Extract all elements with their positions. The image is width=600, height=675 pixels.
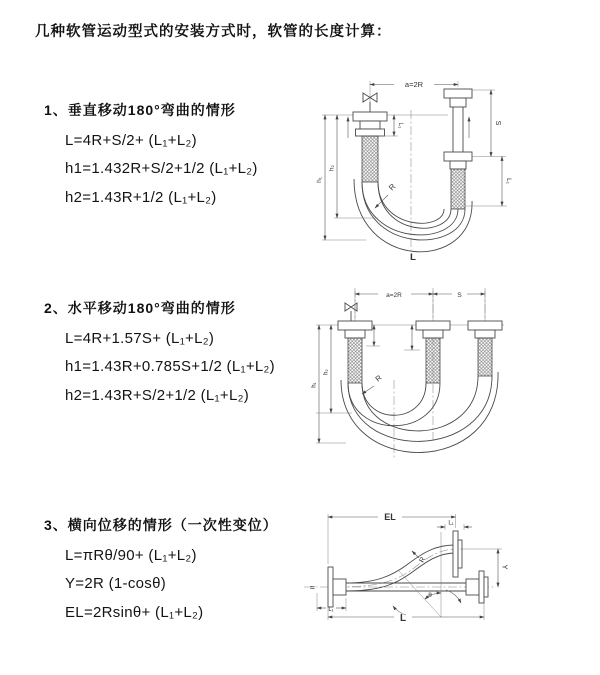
formula-1-h1: h1=1.432R+S/2+1/2 (L₁+L₂) — [65, 160, 258, 177]
dimension-l1-right — [465, 157, 512, 207]
dim-label-l: L — [399, 613, 407, 624]
diagram-horizontal-180-bend — [308, 280, 543, 465]
dimension-l1-top — [437, 521, 472, 531]
formula-1-l: L=4R+S/2+ (L₁+L₂) — [65, 131, 197, 149]
page-title: 几种软管运动型式的安装方式时，软管的长度计算： — [35, 24, 392, 40]
dim-label-h2: h₂ — [328, 164, 336, 172]
centerlines — [316, 288, 504, 458]
right-flange — [468, 321, 502, 376]
diagram-vertical-180-bend — [308, 68, 523, 263]
formula-2-l: L=4R+1.57S+ (L₁+L₂) — [65, 329, 215, 347]
dimension-el — [328, 512, 456, 564]
dimension-s — [433, 292, 485, 299]
dim-label-radius: R — [387, 181, 398, 193]
centerlines — [322, 110, 448, 260]
dim-label-l1-left: L₁ — [328, 606, 334, 613]
right-upper-flange — [453, 531, 462, 577]
section-1-heading: 1、垂直移动180°弯曲的情形 — [44, 102, 236, 118]
hose-s-curve — [346, 545, 455, 591]
hose-u-curves — [341, 372, 498, 453]
dimension-radius — [362, 373, 384, 394]
section-3-heading: 3、横向位移的情形（一次性变位） — [44, 517, 278, 533]
dim-label-h2: h₂ — [323, 369, 330, 375]
right-flange-assembly — [444, 89, 472, 209]
dim-label-h1: h₁ — [311, 382, 318, 388]
dimension-l — [328, 603, 484, 624]
dim-label-s: S — [494, 120, 501, 126]
formula-2-h2: h2=1.43R+S/2+1/2 (L₁+L₂) — [65, 386, 250, 404]
dim-label-a2r: a=2R — [404, 80, 424, 89]
left-flange — [338, 321, 372, 383]
connector-dimensions — [366, 325, 420, 350]
formula-3-y: Y=2R (1-cosθ) — [65, 575, 167, 592]
dim-label-l1-top: L₁ — [448, 520, 454, 527]
middle-flange — [416, 321, 450, 383]
dim-label-h1: h₁ — [316, 177, 323, 183]
dim-label-l: L — [410, 252, 416, 263]
dim-label-y: Y — [500, 564, 510, 570]
braid-section — [426, 338, 440, 383]
dim-label-theta: θ — [428, 592, 432, 599]
right-lower-flange — [466, 571, 488, 603]
pipe-break-symbol: ≈ — [310, 582, 315, 593]
formula-3-l: L=πRθ/90+ (L₁+L₂) — [65, 546, 197, 564]
section-2-heading: 2、水平移动180°弯曲的情形 — [44, 300, 236, 316]
diagram-lateral-displacement — [298, 500, 598, 650]
left-flange — [328, 567, 346, 607]
section-3 — [44, 515, 278, 621]
dimension-a2r — [355, 291, 485, 320]
formula-1-h2: h2=1.43R+1/2 (L₁+L₂) — [65, 188, 217, 206]
braid-section — [362, 136, 378, 182]
braid-section — [478, 338, 492, 376]
dim-label-s: S — [457, 291, 462, 299]
formula-3-el: EL=2Rsinθ+ (L₁+L₂) — [65, 603, 204, 621]
braid-section — [348, 338, 362, 383]
dim-label-radius: R — [373, 373, 384, 384]
dimension-s — [472, 90, 506, 157]
formula-2-h1: h1=1.43R+0.785S+1/2 (L₁+L₂) — [65, 358, 275, 375]
section-2 — [44, 298, 275, 404]
dim-label-l1-left: L₁ — [397, 122, 403, 129]
dim-label-a2r: a=2R — [386, 291, 402, 299]
dim-label-radius: R — [418, 556, 428, 564]
dim-label-l1-right: L₁ — [505, 178, 512, 184]
section-1 — [44, 100, 258, 206]
braid-section — [451, 169, 465, 209]
left-flange — [353, 112, 387, 182]
dim-label-el: EL — [384, 512, 396, 522]
